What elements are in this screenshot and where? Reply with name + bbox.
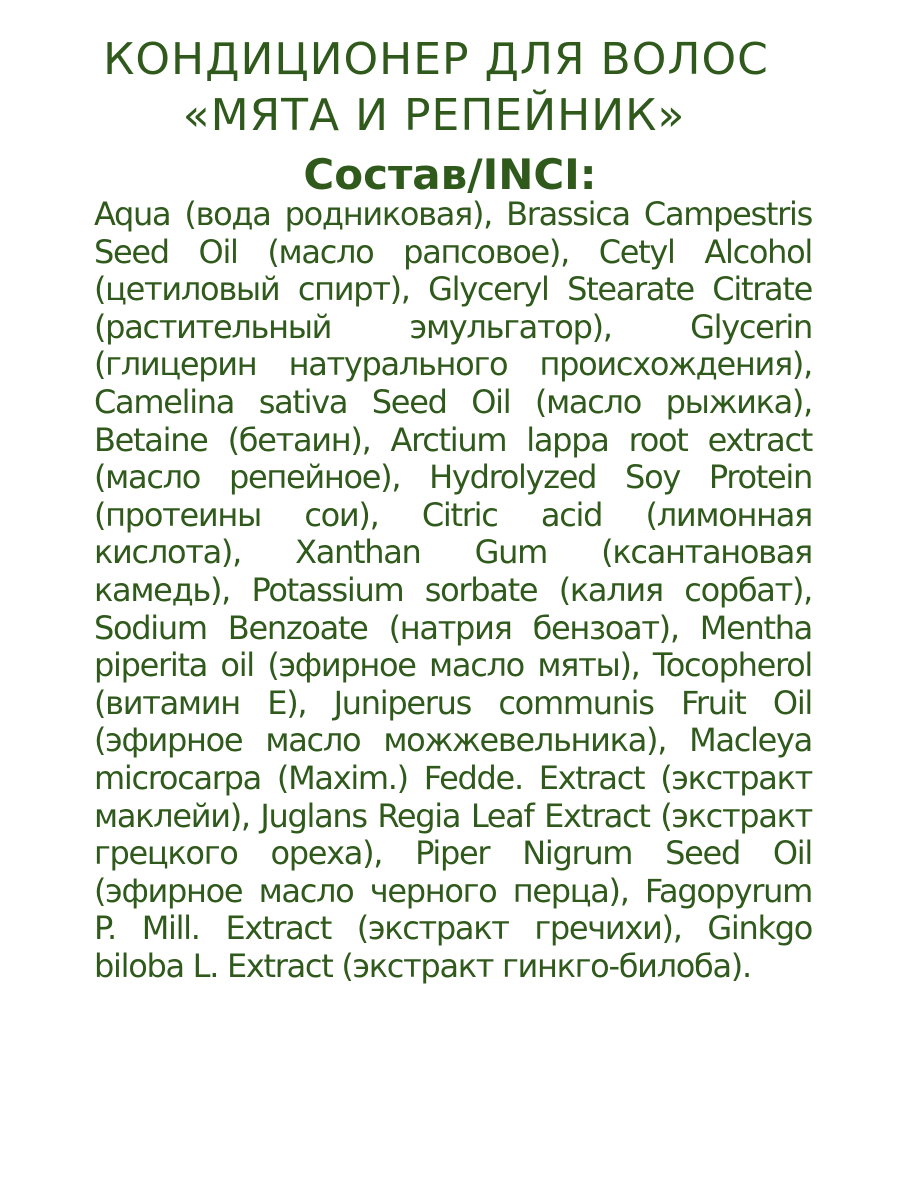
product-title-line-1: КОНДИЦИОНЕР ДЛЯ ВОЛОС [103, 34, 769, 85]
ingredients-list: Aqua (вода родниковая), Brassica Campestris Seed Oil (масло рапсовое), Cetyl Alcohol (цетиловый спирт), Glyceryl Stearate Citrate (растительный эмульгатор), Glycerin (глицерин натурального происхождения), Camelina sativa Seed Oil (масло рыжика), Betaine (бетаин), Arctium lappa root extract (масло репейное), Hydrolyzed Soy Protein (протеины сои), Citric acid (лимонная кислота), Xanthan Gum (ксантановая камедь), Potassium sorbate (калия сорбат), Sodium Benzoate (натрия бензоат), Mentha piperita oil (эфирное масло мяты), Tocopherol (витамин E), Juniperus communis Fruit Oil (эфирное масло можжевельника), Macleya microcarpa (Maxim.) Fedde. Extract (экстракт маклейи), Juglans Regia Leaf Extract (экстракт грецкого ореха), Piper Nigrum Seed Oil (эфирное масло черного перца), Fagopyrum P. Mill. Extract (экстракт гречихи), Ginkgo biloba L. Extract (экстракт гинкго-билоба). [94, 195, 812, 985]
product-title-line-2: «МЯТА И РЕПЕЙНИК» [182, 90, 686, 141]
composition-heading: Состав/INCI: [303, 150, 597, 199]
